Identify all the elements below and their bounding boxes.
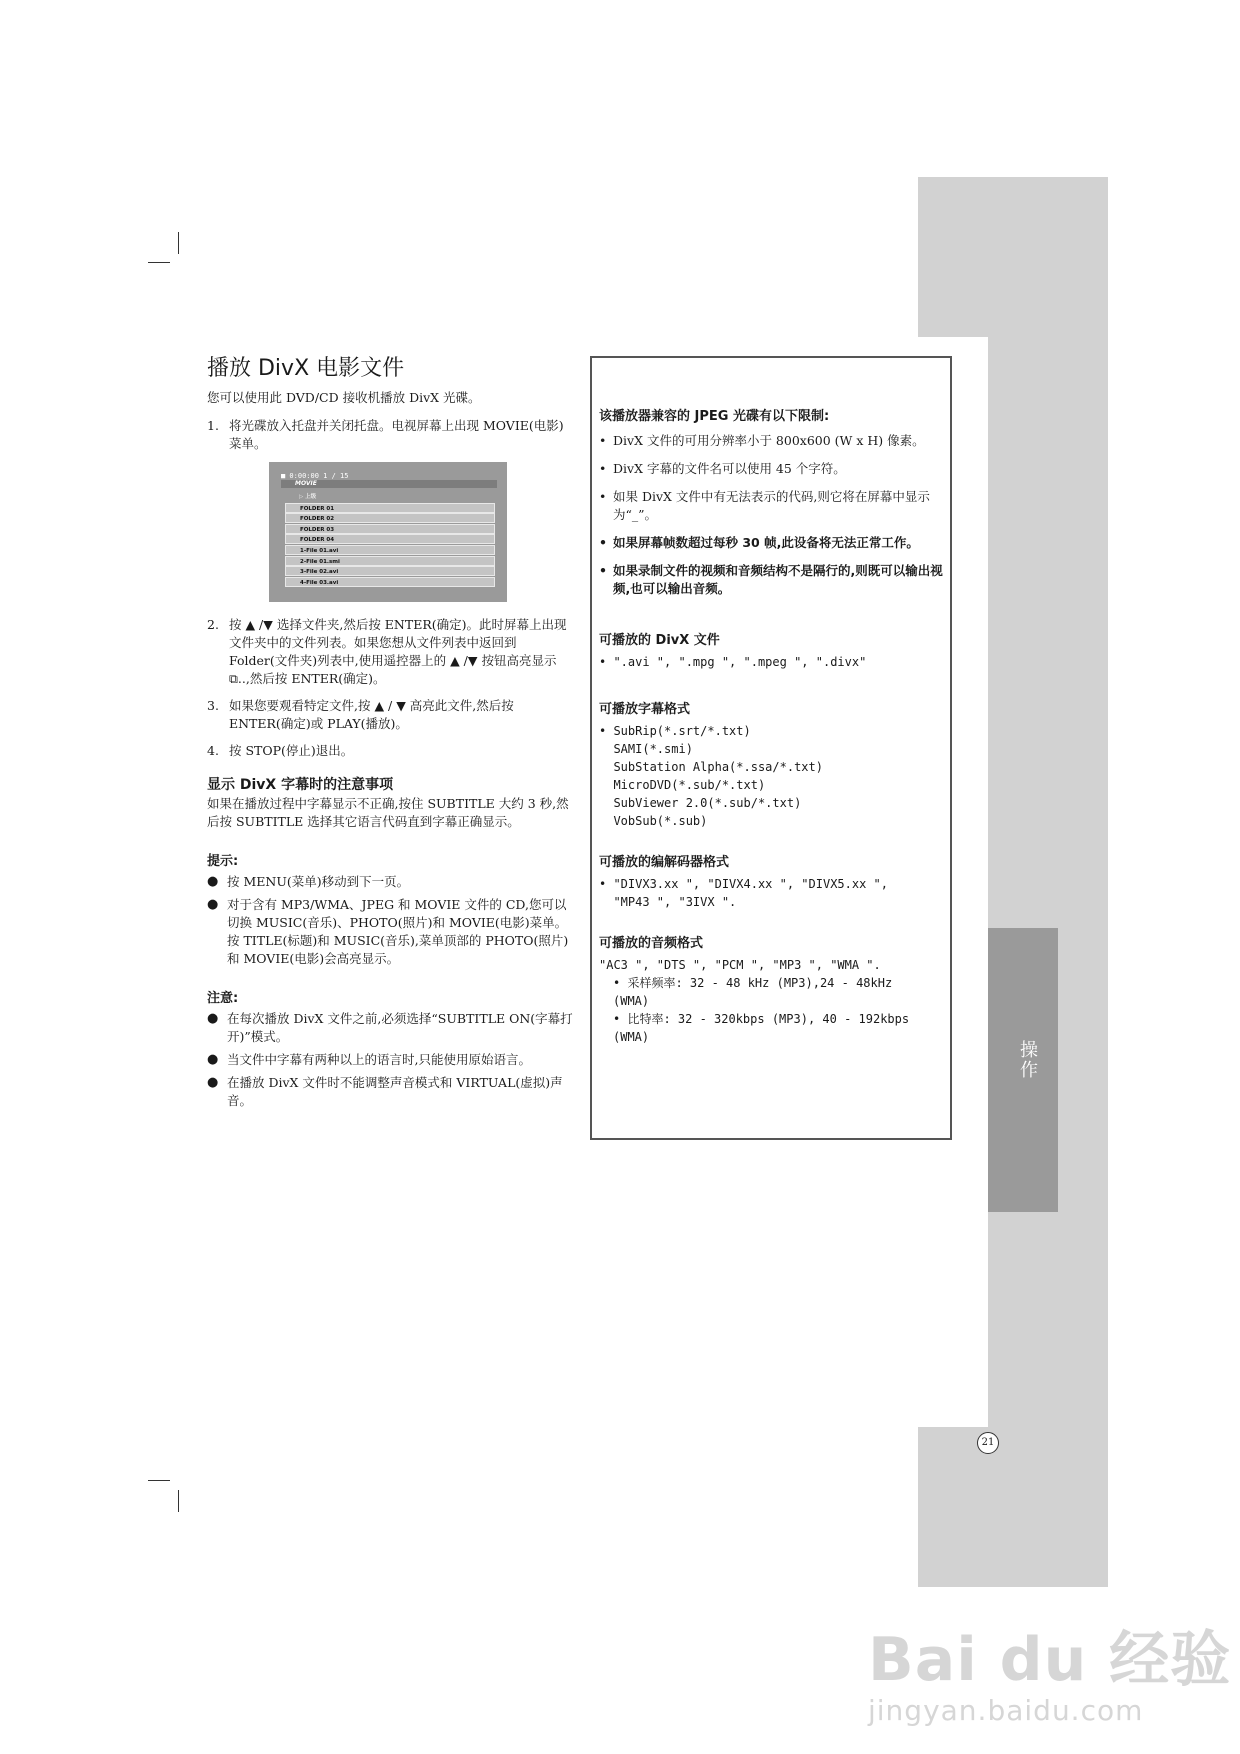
- movie-menu-screenshot: [269, 462, 507, 602]
- list-item: • 采样频率: 32 - 48 kHz (MP3),24 - 48kHz (WMA): [613, 976, 893, 1008]
- screen-row: 2-File 01.smi: [285, 556, 495, 566]
- codec-list: [599, 875, 945, 911]
- list-item: [207, 1051, 575, 1069]
- note-text: 当文件中字幕有两种以上的语言时,只能使用原始语言。: [227, 1052, 531, 1067]
- compat-text: DivX 文件的可用分辨率小于 800x600 (W x H) 像素。: [613, 433, 925, 448]
- side-panel-bottom: [918, 1427, 1108, 1587]
- list-item: SubViewer 2.0(*.sub/*.txt): [599, 796, 802, 810]
- bullet-icon: ●: [207, 1075, 219, 1090]
- compat-text: 如果 DivX 文件中有无法表示的代码,则它将在屏幕中显示为“_”。: [613, 489, 930, 522]
- step-text: 按 STOP(停止)退出。: [229, 743, 354, 758]
- list-item: SubStation Alpha(*.ssa/*.txt): [599, 760, 823, 774]
- playable-text: • ".avi ", ".mpg ", ".mpeg ", ".divx": [599, 655, 867, 669]
- screen-row: 1-File 01.avi: [285, 545, 495, 555]
- list-item: MicroDVD(*.sub/*.txt): [599, 778, 766, 792]
- subtitle-heading: 显示 DivX 字幕时的注意事项: [207, 777, 394, 793]
- intro-text: 您可以使用此 DVD/CD 接收机播放 DivX 光碟。: [207, 390, 481, 405]
- audio-heading: 可播放的音频格式: [599, 936, 704, 951]
- step-number: 3.: [207, 698, 219, 713]
- baidu-watermark: [868, 1612, 1231, 1727]
- list-item: • 如果 DivX 文件中有无法表示的代码,则它将在屏幕中显示为“_”。: [599, 488, 945, 524]
- playable-heading: 可播放的 DivX 文件: [599, 633, 720, 648]
- subs-heading: 可播放字幕格式: [599, 702, 691, 717]
- audio-sub-list: [599, 974, 913, 1046]
- list-item: • DivX 字幕的文件名可以使用 45 个字符。: [599, 461, 846, 476]
- side-panel-strip: [988, 177, 1108, 1587]
- note-text: 在每次播放 DivX 文件之前,必须选择“SUBTITLE ON(字幕打开)”模式。: [227, 1011, 573, 1044]
- bullet-icon: ●: [207, 874, 219, 889]
- subs-list: [599, 722, 945, 830]
- list-item: "MP43 ", "3IVX ".: [599, 895, 737, 909]
- compat-list: [599, 432, 945, 598]
- screen-header: ■ 0:00:00 1 / 15: [281, 472, 349, 480]
- step-text: 如果您要观看特定文件,按 ▲ / ▼ 高亮此文件,然后按 ENTER(确定)或 PLAY(播放)。: [229, 698, 514, 731]
- watermark-url: jingyan.baidu.com: [868, 1694, 1144, 1727]
- notes-list: [207, 1010, 575, 1110]
- bullet-icon: ●: [207, 1011, 219, 1026]
- compat-heading: 该播放器兼容的 JPEG 光碟有以下限制:: [599, 409, 830, 424]
- screen-row: FOLDER 02: [285, 513, 495, 523]
- step-item: [207, 697, 575, 733]
- tip-text: 按 MENU(菜单)移动到下一页。: [227, 874, 410, 889]
- crop-mark: [148, 1480, 170, 1481]
- section-tab-label: 操作: [1017, 1040, 1038, 1080]
- bullet-icon: ●: [207, 897, 219, 912]
- step-item: [207, 417, 575, 453]
- list-item: [207, 873, 575, 891]
- list-item: • 比特率: 32 - 320kbps (MP3), 40 - 192kbps (WMA): [613, 1012, 910, 1044]
- screen-menu-label: MOVIE: [281, 480, 497, 488]
- screen-row: FOLDER 01: [285, 503, 495, 513]
- step-text: 将光碟放入托盘并关闭托盘。电视屏幕上出现 MOVIE(电影)菜单。: [229, 418, 564, 451]
- left-column: [207, 355, 575, 1115]
- list-item: • DivX 文件的可用分辨率小于 800x600 (W x H) 像素。: [599, 433, 925, 448]
- screen-row: FOLDER 03: [285, 524, 495, 534]
- list-item: • 如果录制文件的视频和音频结构不是隔行的,则既可以输出视频,也可以输出音频。: [599, 562, 945, 598]
- watermark-brand: Bai du 经验: [868, 1625, 1232, 1695]
- crop-mark: [178, 232, 179, 254]
- screen-row: 3-File 02.avi: [285, 566, 495, 576]
- tips-heading: 提示:: [207, 854, 239, 869]
- list-item: [207, 896, 575, 968]
- list-item: VobSub(*.sub): [599, 814, 708, 828]
- list-item: • SubRip(*.srt/*.txt): [599, 724, 751, 738]
- subtitle-text: 如果在播放过程中字幕显示不正确,按住 SUBTITLE 大约 3 秒,然后按 SUBTITLE 选择其它语言代码直到字幕正确显示。: [207, 796, 569, 829]
- tip-text: 对于含有 MP3/WMA、JPEG 和 MOVIE 文件的 CD,您可以切换 MUSIC(音乐)、PHOTO(照片)和 MOVIE(电影)菜单。按 TITLE(标题)和 MUSIC(音乐),菜单顶部的 PHOTO(照片)和 MOVIE(电影)会高亮显示。: [227, 897, 569, 966]
- notes-heading: 注意:: [207, 991, 239, 1006]
- crop-mark: [148, 262, 170, 263]
- step-item: [207, 616, 575, 688]
- step-number: 2.: [207, 617, 219, 632]
- list-item: • 如果屏幕帧数超过每秒 30 帧,此设备将无法正常工作。: [599, 535, 919, 550]
- screen-file-list: [285, 492, 495, 587]
- compat-text: DivX 字幕的文件名可以使用 45 个字符。: [613, 461, 846, 476]
- screen-row: 4-File 03.avi: [285, 577, 495, 587]
- list-item: [207, 1074, 575, 1110]
- compat-text: 如果屏幕帧数超过每秒 30 帧,此设备将无法正常工作。: [613, 535, 919, 550]
- screen-row: ▷ 上级: [299, 494, 317, 500]
- audio-line: "AC3 ", "DTS ", "PCM ", "MP3 ", "WMA ".: [599, 958, 881, 972]
- crop-mark: [178, 1490, 179, 1512]
- screen-row: FOLDER 04: [285, 534, 495, 544]
- list-item: • "DIVX3.xx ", "DIVX4.xx ", "DIVX5.xx ",: [599, 877, 888, 891]
- step-item: [207, 742, 575, 760]
- list-item: [207, 1010, 575, 1046]
- compat-text: 如果录制文件的视频和音频结构不是隔行的,则既可以输出视频,也可以输出音频。: [613, 563, 943, 596]
- note-text: 在播放 DivX 文件时不能调整声音模式和 VIRTUAL(虚拟)声音。: [227, 1075, 563, 1108]
- step-number: 1.: [207, 418, 219, 433]
- tips-list: [207, 873, 575, 968]
- bullet-icon: ●: [207, 1052, 219, 1067]
- page-number: 21: [977, 1432, 999, 1454]
- page-title: 播放 DivX 电影文件: [207, 356, 405, 381]
- list-item: SAMI(*.smi): [599, 742, 693, 756]
- step-text: 按 ▲ /▼ 选择文件夹,然后按 ENTER(确定)。此时屏幕上出现文件夹中的文件列表。如果您想从文件列表中返回到 Folder(文件夹)列表中,使用遥控器上的 ▲ /▼ 按钮高亮显示 ⧉..,然后按 ENTER(确定)。: [229, 617, 567, 686]
- step-number: 4.: [207, 743, 219, 758]
- codec-heading: 可播放的编解码器格式: [599, 855, 730, 870]
- compatibility-box: [590, 356, 952, 1140]
